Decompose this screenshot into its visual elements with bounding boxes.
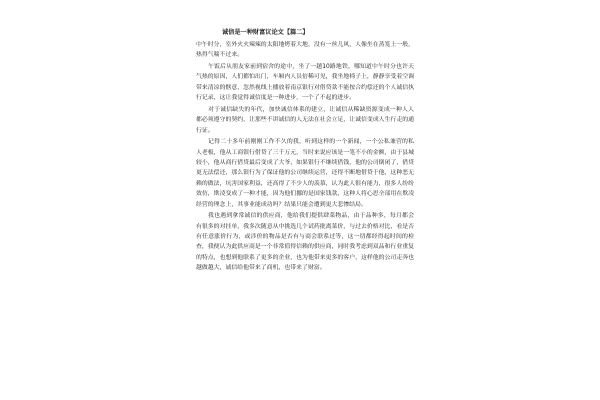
essay-body bbox=[196, 26, 414, 275]
essay-paragraph: 对于诚信缺失的年代，加快诚信体系的建立，让诚信从稀缺资源变成一种人人都必须遵守的契约，让那些不讲诚信的人无法在社会立足，让诚信变成人生行走的通行证。 bbox=[196, 106, 414, 134]
essay-paragraph: 中午时分，室外火火辣辣的太阳地烤着大地，没有一丝儿风，人像坐在蒸笼上一般，热得气喘不过来。 bbox=[196, 42, 414, 59]
essay-title: 诚信是一种财富议论文【篇二】 bbox=[222, 29, 309, 36]
essay-paragraph: 午饭后从朋友家前到宿舍的途中，坐了一趟10路地铁，哪知道中午时分也许天气热的原因，人们都怕出门，车厢内人员倍稀可见，我坐地椅子上，静静享受着空调带来清凉的惬意，忽然视线上播放着南京银行对借贷款不能按合约偿还的个人诚信执行记录，这让我觉得诚信度是一种进步，一个了不起的进步。 bbox=[196, 64, 414, 102]
essay-paragraph: 记得二十多年前刚刚工作不久的我，听到这样的一个新闻，一个公私兼营的私人老板，他从工商银行借贷了三千万元，当时来说应该是一笔不小的金额，由于县城较小，他从商行借贷最后变成了大爷，如果银行不继续借钱，他的公司倒闭了，借贷更无法偿还，那么银行为了保证他的公司继续运营，还得不断地借贷于他，这种恶无赖的做法，坑害国家利益，还高得了不少人的羡慕，认为此人很有能力，很多人纷纷效仿，欺凌变成了一种才能，因为他们挪的是国家钱款，这种人将心思全部用在欺凌经营的理念上，其事业能成功吗？结果只能会遭到更大悲惨结局。 bbox=[196, 139, 414, 208]
essay-paragraph: 我也遇到拿常诚信的供应商，他给我们提供肆菜物品，由于品种多，每月都会有很多的对挂单，我多次随意从中挑选几个试药批离菜价，与过去价格对比，看是否有任意涨价行为，或涉价的物品是否有与商会联系过等，这一切都经得起时间的检查，我便认为此供应商是一个非常值得信赖的供应商，同时我考虑到双品和行业重复的特点，也想到他联系了更多的企业，也为他带来更多的客户，这样他的公司走奔也越做越大，诚信给他带来了商机，也带来了财富。 bbox=[196, 213, 414, 272]
